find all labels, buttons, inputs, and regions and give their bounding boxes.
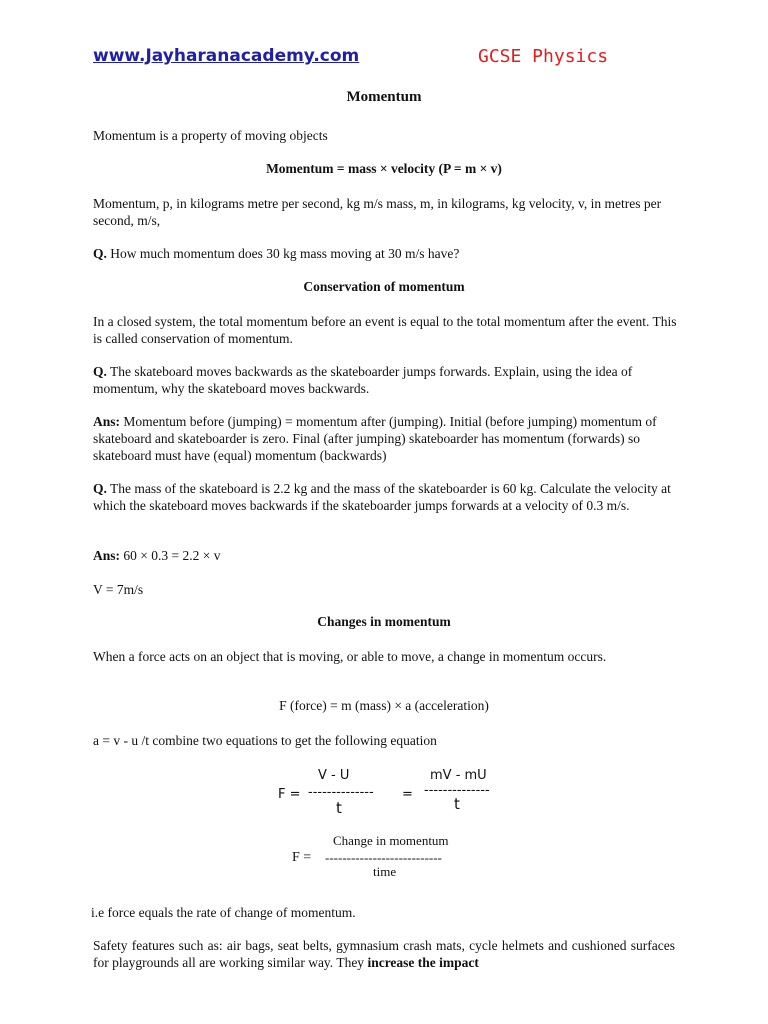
safety-text	[93, 937, 675, 971]
eq1-line-2: --------------	[424, 783, 490, 798]
conservation-text: In a closed system, the total momentum before an event is equal to the total momentum after the event. This is called conservation of momentum.	[93, 314, 677, 346]
change-momentum-equation	[0, 830, 768, 882]
subject-heading: GCSE Physics	[478, 46, 609, 67]
ie-text: i.e force equals the rate of change of momentum.	[91, 905, 356, 920]
safety-bold: increase the impact	[367, 955, 479, 970]
question-text: The skateboard moves backwards as the skateboarder jumps forwards. Explain, using the idea of momentum, why the skateboard moves backwards.	[93, 364, 633, 396]
question-3	[93, 480, 683, 514]
answer-text: Momentum before (jumping) = momentum after (jumping). Initial (before jumping) momentum of skateboard and skateboarder is zero. Final (after jumping) skateboarder has momentum (forwards) so skateboard must have (equal) momentum (backwards)	[93, 414, 657, 463]
answer-text: 60 × 0.3 = 2.2 × v	[120, 548, 221, 563]
answer-label: Ans:	[93, 414, 121, 429]
site-link[interactable]: www.Jayharanacademy.com	[93, 46, 360, 66]
answer-label: Ans:	[93, 548, 121, 563]
question-label: Q.	[93, 481, 107, 496]
answer-3-result: V = 7m/s	[93, 582, 144, 597]
safety-body: Safety features such as: air bags, seat belts, gymnasium crash mats, cycle helmets and cushioned surfaces for playgrounds all are working similar way. They	[93, 938, 675, 970]
question-label: Q.	[93, 364, 107, 379]
section-changes: Changes in momentum	[317, 614, 451, 629]
eq1-numerator-1: V - U	[318, 768, 350, 783]
eq2-line: ---------------------------	[325, 850, 442, 865]
eq2-f: F =	[292, 850, 312, 865]
eq2-numerator: Change in momentum	[333, 833, 449, 848]
changes-text: When a force acts on an object that is moving, or able to move, a change in momentum occurs.	[93, 649, 607, 664]
force-fraction-equation	[0, 765, 768, 825]
units-text: Momentum, p, in kilograms metre per second, kg m/s mass, m, in kilograms, kg velocity, v, in metres per second, m/s,	[93, 196, 662, 228]
eq1-line-1: --------------	[308, 785, 374, 800]
eq1-numerator-2: mV - mU	[430, 768, 487, 783]
eq1-denominator-1: t	[336, 799, 342, 817]
question-1	[93, 245, 683, 262]
answer-2	[93, 413, 683, 464]
question-2	[93, 363, 683, 397]
eq1-denominator-2: t	[454, 795, 460, 813]
answer-3	[93, 547, 683, 564]
section-conservation: Conservation of momentum	[303, 279, 465, 294]
question-text: How much momentum does 30 kg mass moving at 30 m/s have?	[106, 246, 460, 261]
question-text: The mass of the skateboard is 2.2 kg and the mass of the skateboarder is 60 kg. Calculate the velocity at which the skateboard moves backwards if the skateboarder jumps forwards at a velocity of 0.3 m/s.	[93, 481, 671, 513]
eq2-denominator: time	[373, 864, 397, 879]
eq1-equals: =	[402, 787, 413, 802]
momentum-formula: Momentum = mass × velocity (P = m × v)	[266, 161, 502, 176]
acceleration-equation: a = v - u /t combine two equations to get the following equation	[93, 733, 437, 748]
intro-text: Momentum is a property of moving objects	[93, 128, 328, 143]
force-equation: F (force) = m (mass) × a (acceleration)	[279, 698, 489, 713]
question-label: Q.	[93, 246, 107, 261]
page-title: Momentum	[346, 89, 422, 105]
eq1-f: F =	[278, 787, 301, 802]
